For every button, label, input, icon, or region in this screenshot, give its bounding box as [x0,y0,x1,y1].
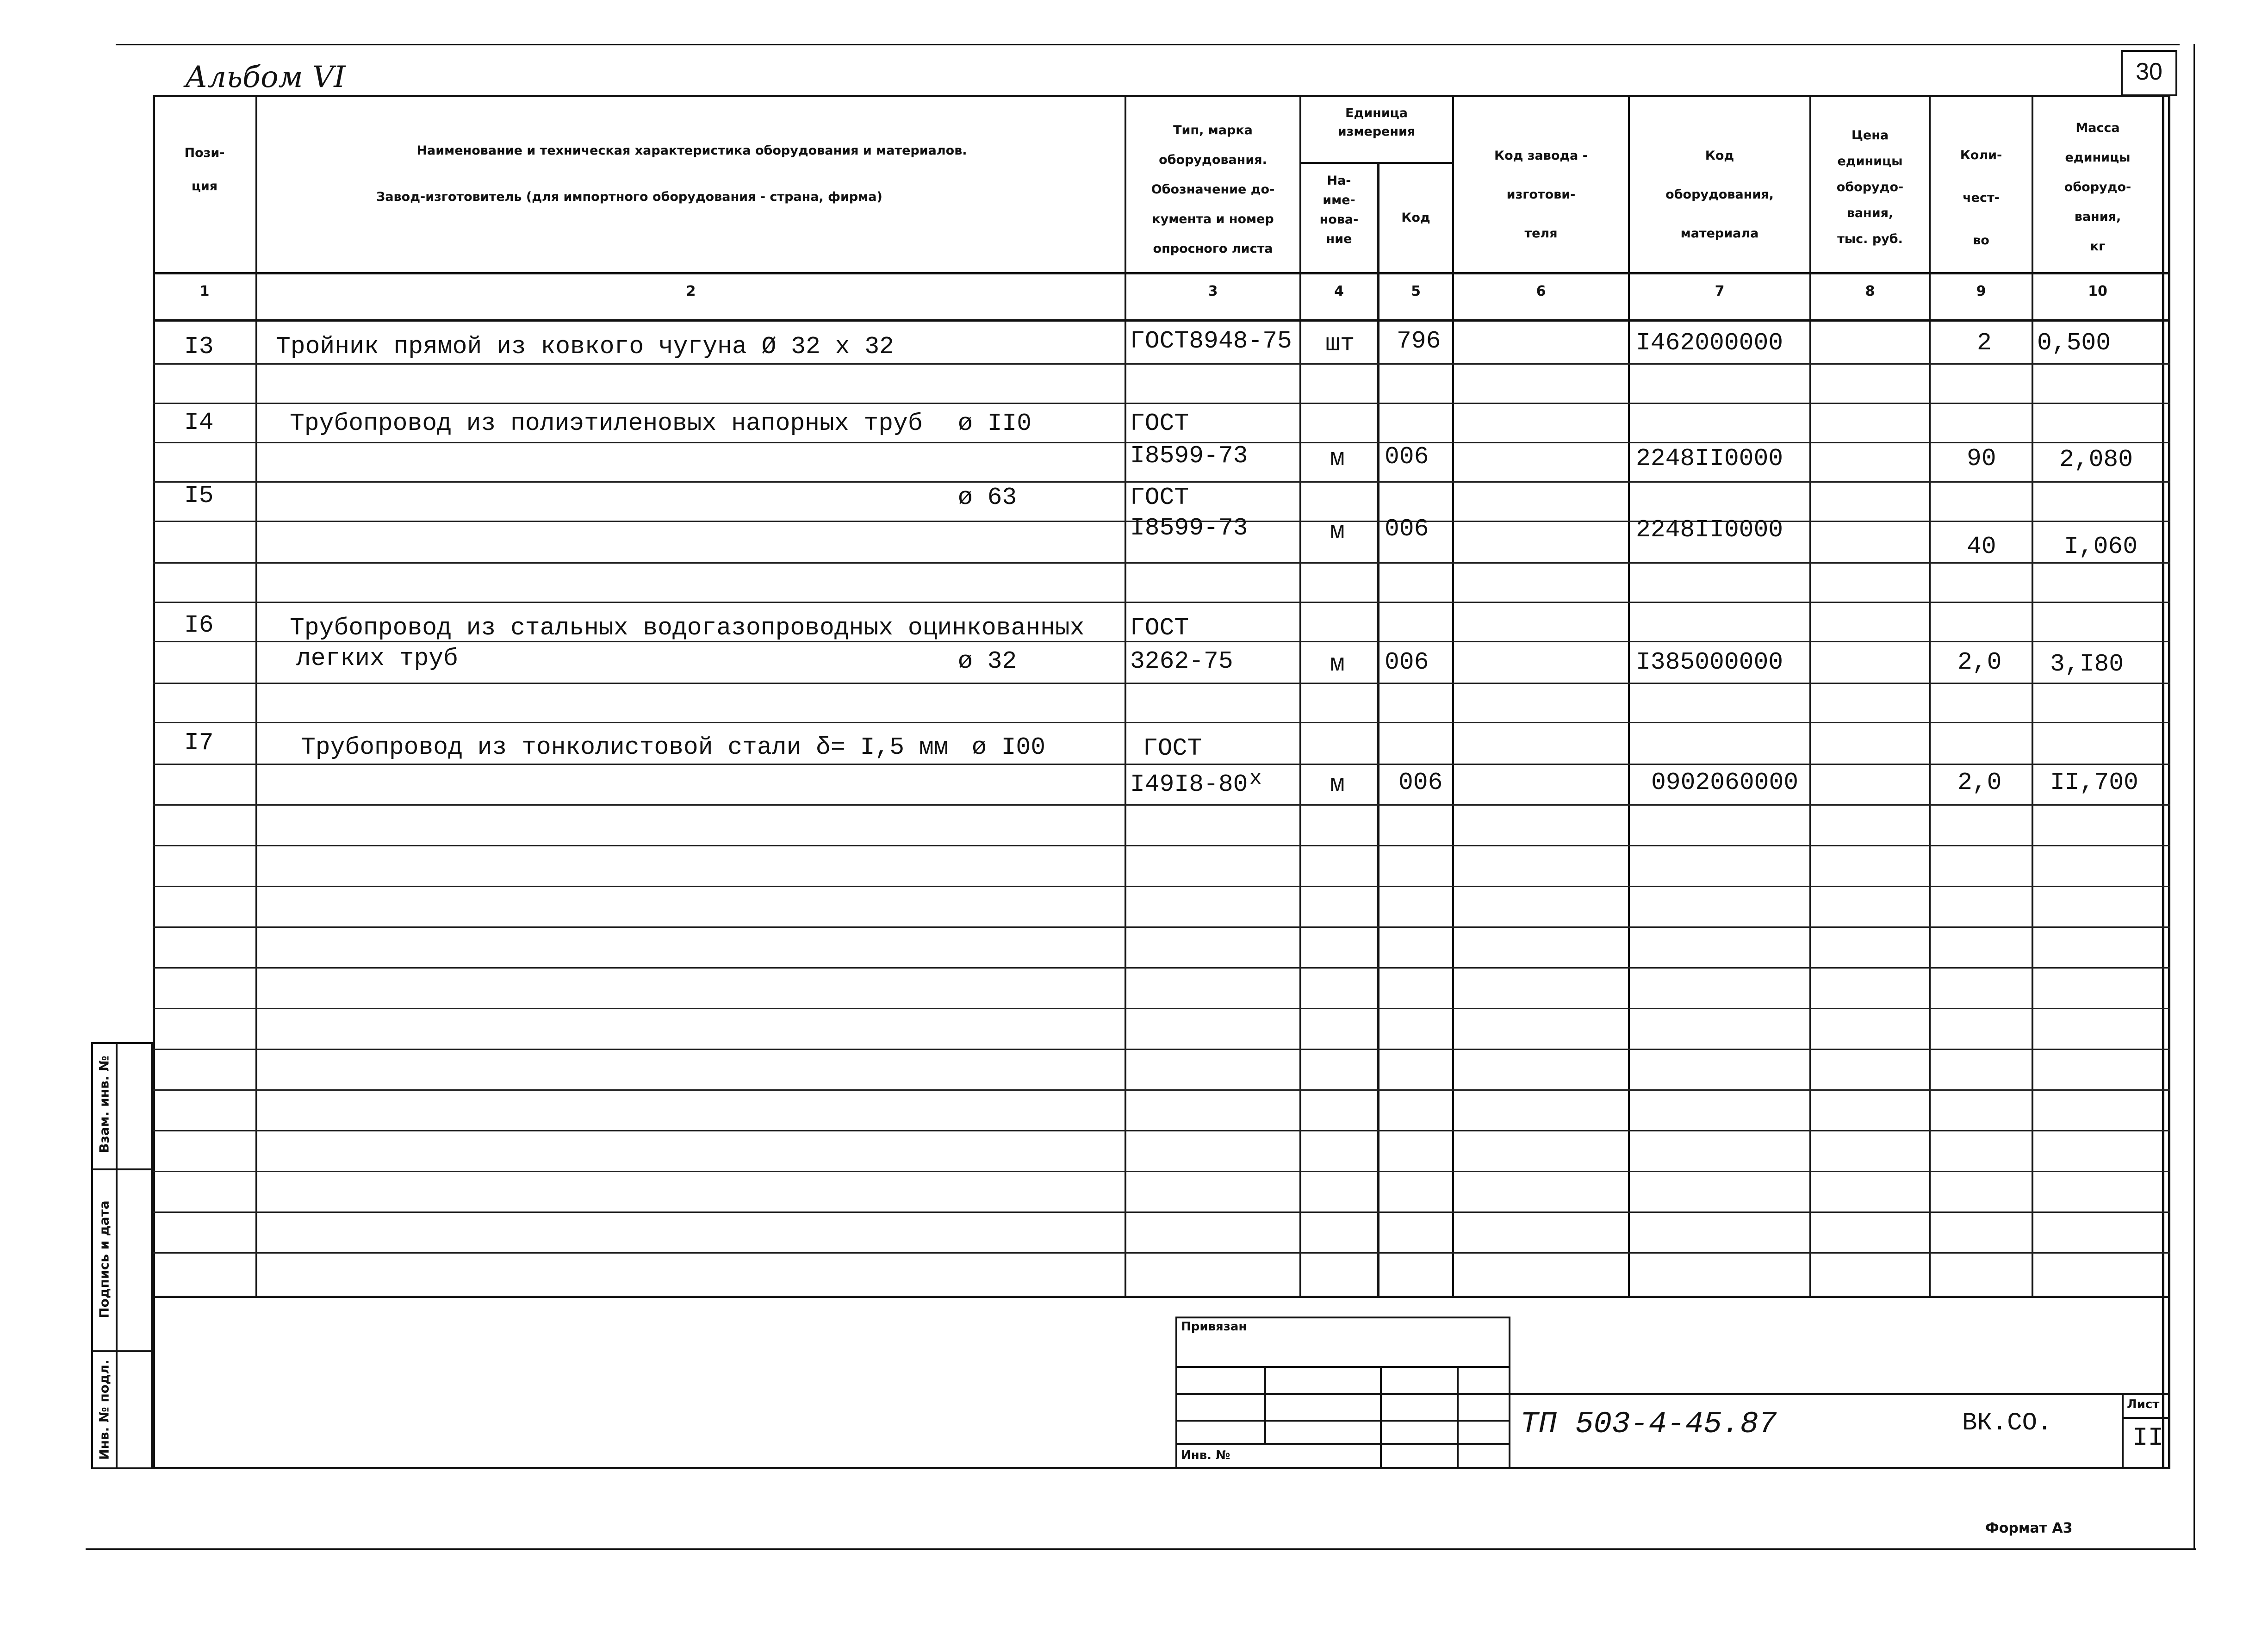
row-line [153,562,2170,564]
row-i7b-ucode: 006 [1398,769,1443,796]
bound-box-col3 [1457,1366,1459,1469]
row-i6-doc: ГОСТ [1130,614,1189,642]
row-i4-doc: ГОСТ [1130,410,1189,437]
row-i4-dia: ø II0 [958,410,1032,437]
row-i7b-doc-mark: x [1249,767,1262,790]
row-i4b-unit: м [1330,445,1345,472]
colnum-4: 4 [1334,283,1344,299]
row-line [153,1008,2170,1009]
row-line [153,683,2170,684]
row-i7b-unit: м [1330,770,1345,798]
col-line-8 [1929,95,1931,1298]
row-i5b-qty: 40 [1967,533,1996,560]
row-i3-name: Тройник прямой из ковкого чугуна Ø 32 x 32 [276,333,894,360]
row-i7b-qty: 2,0 [1957,769,2002,796]
col-line-3 [1299,95,1301,1298]
colnum-9: 9 [1976,283,1986,299]
unit-group-divider [1299,162,1452,164]
row-line [153,1211,2170,1213]
side-inv-no-orig: Инв. № подл. [96,1360,112,1460]
row-i4b-doc: I8599-73 [1130,442,1248,470]
row-i4b-qty: 90 [1967,445,1996,472]
frame-right-edge [2162,95,2164,1469]
bound-box-line3 [1175,1420,1510,1422]
row-i3-pos: I3 [184,333,214,360]
row-line [153,403,2170,404]
header-col3: Тип, марка оборудования. Обозначение до- кумента и номер опросного листа [1151,123,1275,256]
col-line-1 [255,95,257,1298]
row-i5b-unit: м [1330,518,1345,546]
row-line [153,363,2170,365]
row-i3-mcode: I462000000 [1636,329,1783,357]
album-label: Альбом VI [185,60,346,94]
col-line-9 [2032,95,2033,1298]
header-col7: Код оборудования, материала [1665,149,1774,241]
row-i3-unit: шт [1325,330,1355,358]
row-i7-name: Трубопровод из тонколистовой стали δ= I,5 мм [301,733,949,761]
row-i6b-mass: 3,I80 [2050,650,2124,678]
header-col5: Код [1401,211,1430,225]
row-line [153,1089,2170,1091]
header-unit-group: Единица измерения [1337,106,1416,139]
row-i3-qty: 2 [1977,329,1992,357]
row-i5-dia: ø 63 [958,484,1017,511]
header-col4: На- име- нова- ние [1319,174,1359,246]
bound-box-col1 [1264,1366,1266,1443]
bound-label: Привязан [1181,1320,1247,1334]
sheet-number: II [2132,1423,2164,1453]
row-i6b-unit: м [1330,650,1345,678]
row-i3-mass: 0,500 [2037,329,2111,357]
right-border-line [2193,44,2195,1550]
doc-code: ТП 503-4-45.87 [1520,1407,1777,1441]
header-col9: Коли- чест- во [1960,148,2002,248]
row-line [153,845,2170,846]
col-line-6 [1628,95,1630,1298]
row-i7-doc: ГОСТ [1143,734,1202,762]
row-i5b-ucode: 006 [1385,515,1429,543]
row-i6b-dia: ø 32 [958,647,1017,675]
inv-label: Инв. № [1181,1448,1230,1462]
row-i5-doc: ГОСТ [1130,484,1189,511]
side-sign-date: Подпись и дата [96,1200,112,1318]
row-line [153,481,2170,483]
row-line [153,1130,2170,1131]
colnum-3: 3 [1208,283,1218,299]
row-i6b-name: легких труб [296,645,458,672]
colnum-bottom-line [153,319,2170,322]
header-col2-line1: Наименование и техническая характеристика оборудования и материалов. [416,143,967,158]
colnum-2: 2 [686,283,696,299]
row-i6-pos: I6 [184,611,214,639]
row-line [153,764,2170,765]
bound-box-line2 [1175,1393,1510,1395]
row-line [153,967,2170,969]
row-i3-ucode: 796 [1397,327,1441,355]
bottom-border-line [86,1548,2196,1550]
format-label: Формат А3 [1985,1520,2073,1536]
header-col10: Масса единицы оборудо- вания, кг [2064,121,2131,254]
bound-box-line4 [1175,1443,1510,1445]
side-stamp-divider [116,1042,118,1469]
row-i3-doc: ГОСТ8948-75 [1130,327,1292,355]
table-bottom-line [153,1296,2170,1298]
row-line [153,602,2170,603]
colnum-6: 6 [1536,283,1546,299]
colnum-5: 5 [1411,283,1421,299]
row-i5b-mcode: 2248II0000 [1636,516,1783,544]
row-i4b-mass: 2,080 [2059,446,2133,473]
sheet-box-divider [2122,1417,2170,1419]
row-i7b-doc: I49I8-80 [1130,770,1248,798]
bound-box-line1 [1175,1366,1510,1368]
row-i7b-mcode: 0902060000 [1651,769,1799,796]
col-line-7 [1809,95,1811,1298]
doc-mark: ВК.СО. [1962,1409,2052,1437]
title-block-line [1510,1393,2170,1395]
page-number: 30 [2136,58,2162,85]
header-col6: Код завода - изготови- теля [1494,149,1588,241]
row-i6b-qty: 2,0 [1957,648,2002,676]
row-i5b-doc: I8599-73 [1130,514,1248,542]
row-line [153,804,2170,806]
row-i4-pos: I4 [184,409,214,436]
row-i7-pos: I7 [184,729,214,757]
row-i5-pos: I5 [184,482,214,509]
row-i6b-doc: 3262-75 [1130,647,1233,675]
sheet-label: Лист [2127,1398,2160,1411]
row-i6b-ucode: 006 [1385,648,1429,676]
bound-box-col2 [1380,1366,1382,1469]
row-line [153,886,2170,887]
header-bottom-line [153,272,2170,274]
col-line-5 [1452,95,1454,1298]
colnum-7: 7 [1715,283,1725,299]
row-i5b-mass: I,060 [2064,533,2138,560]
colnum-8: 8 [1865,283,1875,299]
top-border-line [116,44,2180,45]
row-i4-name: Трубопровод из полиэтиленовых напорных труб [290,410,923,437]
col-line-2 [1125,95,1126,1298]
row-line [153,926,2170,928]
col-line-4 [1377,162,1379,1298]
header-col1: Пози- ция [184,146,225,193]
row-line [153,1049,2170,1050]
row-i6b-mcode: I385000000 [1636,648,1783,676]
row-line [153,1171,2170,1172]
colnum-10: 10 [2088,283,2107,299]
row-i4b-mcode: 2248II0000 [1636,445,1783,472]
header-col2-line2: Завод-изготовитель (для импортного оборудования - страна, фирма) [376,190,882,204]
row-i4b-ucode: 006 [1385,443,1429,471]
side-stamp-row1 [91,1168,153,1170]
side-replace-inv: Взам. инв. № [96,1056,112,1153]
header-col8: Цена единицы оборудо- вания, тыс. руб. [1836,128,1904,246]
row-i7-dia: ø I00 [972,733,1046,761]
row-line [153,722,2170,723]
row-line [153,1252,2170,1254]
colnum-1: 1 [199,283,210,299]
row-i6-name: Трубопровод из стальных водогазопроводных оцинкованных [290,614,1085,642]
row-i7b-mass: II,700 [2050,769,2138,796]
